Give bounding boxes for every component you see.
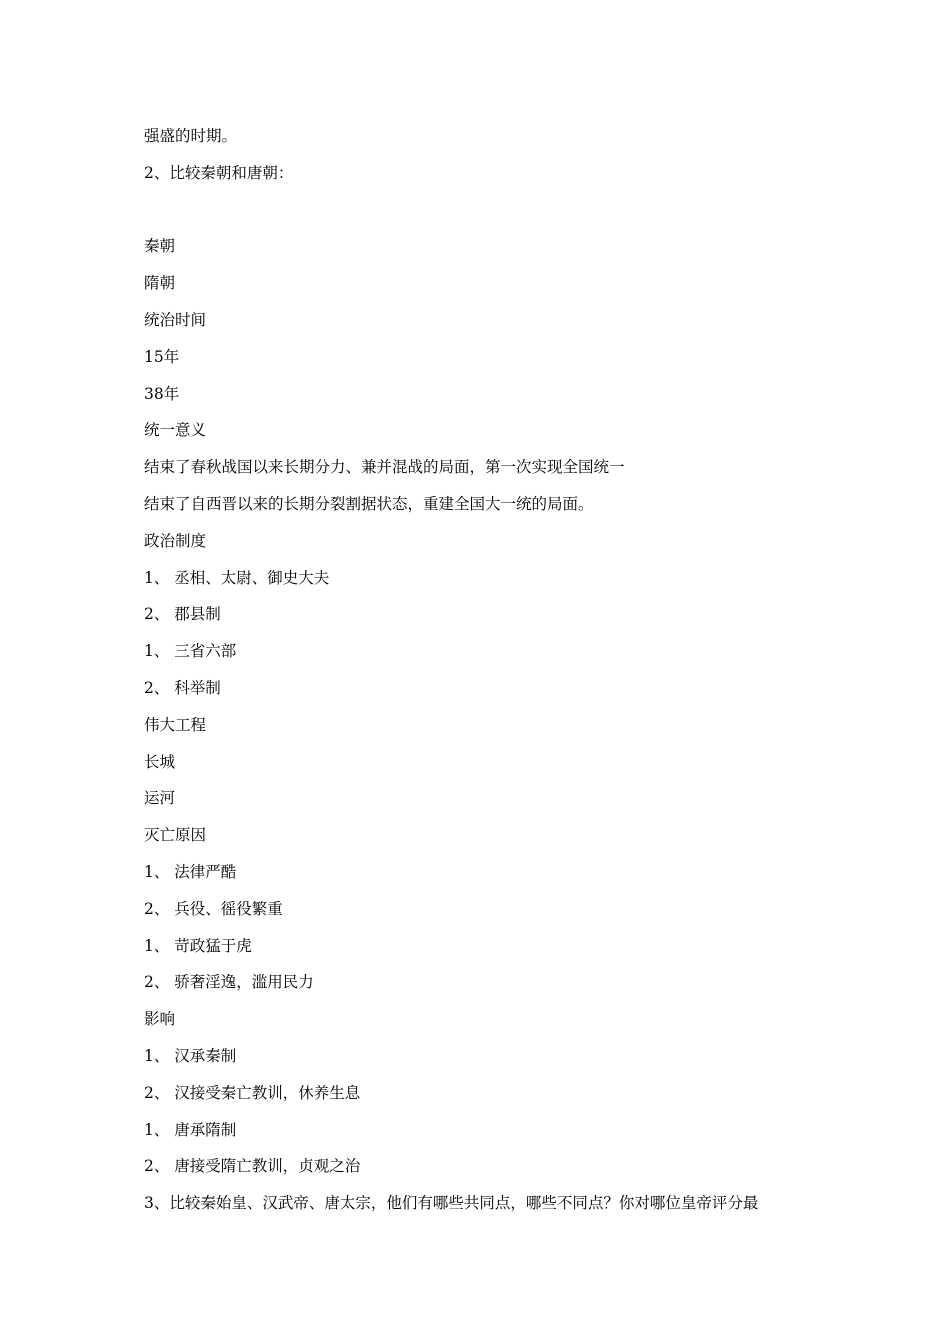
text-line: 3、比较秦始皇、汉武帝、唐太宗，他们有哪些共同点，哪些不同点？你对哪位皇帝评分最	[144, 1194, 759, 1213]
text-line: 2、 骄奢淫逸，滥用民力	[144, 973, 314, 992]
text-line: 1、 丞相、太尉、御史大夫	[144, 568, 330, 587]
text-line: 强盛的时期。	[144, 127, 238, 145]
text-line: 2、 郡县制	[144, 605, 221, 624]
text-line: 1、 三省六部	[144, 642, 237, 661]
text-line: 2、 兵役、徭役繁重	[144, 899, 283, 918]
text-line: 灭亡原因	[144, 826, 207, 845]
text-line: 长城	[144, 752, 176, 771]
text-line: 影响	[144, 1010, 176, 1029]
text-line: 统治时间	[144, 310, 207, 329]
text-line: 15年	[144, 347, 180, 366]
text-line: 1、 汉承秦制	[144, 1046, 237, 1065]
text-line: 伟大工程	[144, 715, 207, 734]
text-line: 2、 科举制	[144, 678, 221, 697]
text-line: 38年	[144, 384, 180, 403]
text-line: 结束了自西晋以来的长期分裂割据状态，重建全国大一统的局面。	[144, 494, 594, 513]
text-line: 政治制度	[144, 531, 207, 550]
text-line: 结束了春秋战国以来长期分力、兼并混战的局面，第一次实现全国统一	[144, 458, 625, 477]
text-line: 2、 汉接受秦亡教训，休养生息	[144, 1083, 361, 1102]
document-body	[144, 124, 824, 1228]
text-line: 统一意义	[144, 421, 207, 440]
text-line: 2、 唐接受隋亡教训，贞观之治	[144, 1157, 361, 1176]
text-line: 隋朝	[144, 274, 176, 293]
text-line: 1、 法律严酷	[144, 862, 237, 881]
text-line: 运河	[144, 789, 176, 808]
text-line: 秦朝	[144, 237, 176, 256]
text-line: 1、 苛政猛于虎	[144, 936, 252, 955]
text-line: 1、 唐承隋制	[144, 1120, 237, 1139]
text-line: 2、比较秦朝和唐朝：	[144, 163, 294, 182]
